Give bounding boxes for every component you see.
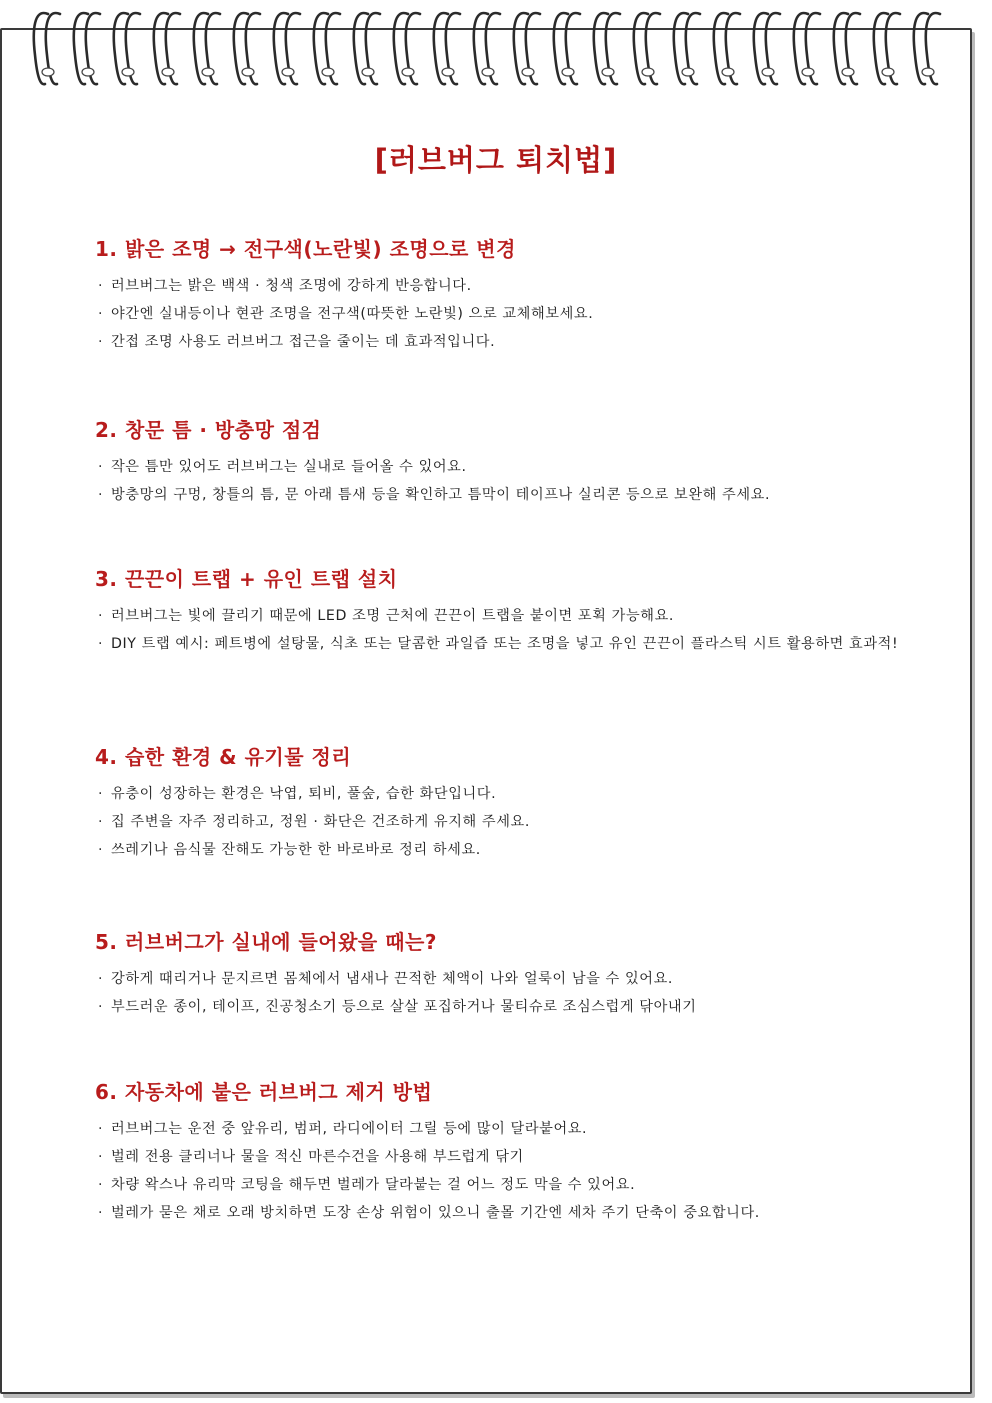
list-item: · 유충이 성장하는 환경은 낙엽, 퇴비, 풀숲, 습한 화단입니다. — [98, 786, 497, 802]
spiral-ring — [674, 13, 700, 84]
spiral-ring — [834, 13, 860, 84]
list-item: · 쓰레기나 음식물 잔해도 가능한 한 바로바로 정리 하세요. — [98, 842, 481, 858]
spiral-ring — [514, 13, 540, 84]
section-heading: 3. 끈끈이 트랩 + 유인 트랩 설치 — [95, 567, 398, 591]
section-traps — [95, 562, 915, 658]
list-item: · 방충망의 구멍, 창틀의 틈, 문 아래 틈새 등을 확인하고 틈막이 테이프나 실리콘 등으로 보완해 주세요. — [98, 487, 771, 503]
section-heading: 4. 습한 환경 & 유기물 정리 — [95, 745, 352, 769]
section-car-removal — [95, 1075, 915, 1227]
spiral-ring — [874, 13, 900, 84]
list-item: · 벌레가 묻은 채로 오래 방치하면 도장 손상 위험이 있으니 출몰 기간엔 세차 주기 단축이 중요합니다. — [98, 1205, 760, 1221]
section-list — [95, 965, 915, 1021]
list-item: · 집 주변을 자주 정리하고, 정원 · 화단은 건조하게 유지해 주세요. — [98, 814, 530, 830]
spiral-binding-icon — [30, 0, 950, 95]
list-item: · 벌레 전용 클리너나 물을 적신 마른수건을 사용해 부드럽게 닦기 — [98, 1149, 524, 1165]
section-list — [95, 780, 915, 864]
spiral-ring — [194, 13, 220, 84]
list-item: · DIY 트랩 예시: 페트병에 설탕물, 식초 또는 달콤한 과일즙 또는 조명을 넣고 유인 끈끈이 플라스틱 시트 활용하면 효과적! — [98, 636, 899, 652]
spiral-ring — [554, 13, 580, 84]
section-list — [95, 453, 915, 509]
spiral-ring — [714, 13, 740, 84]
spiral-ring — [274, 13, 300, 84]
list-item: · 차량 왁스나 유리막 코팅을 해두면 벌레가 달라붙는 걸 어느 정도 막을 수 있어요. — [98, 1177, 636, 1193]
spiral-ring — [634, 13, 660, 84]
section-list — [95, 272, 915, 356]
spiral-ring — [234, 13, 260, 84]
spiral-ring — [754, 13, 780, 84]
list-item: · 간접 조명 사용도 러브버그 접근을 줄이는 데 효과적입니다. — [98, 334, 496, 350]
spiral-ring — [314, 13, 340, 84]
spiral-ring — [114, 13, 140, 84]
spiral-ring — [474, 13, 500, 84]
spiral-ring — [74, 13, 100, 84]
section-list — [95, 1115, 915, 1227]
list-item: · 러브버그는 밝은 백색 · 청색 조명에 강하게 반응합니다. — [98, 278, 472, 294]
list-item: · 야간엔 실내등이나 현관 조명을 전구색(따뜻한 노란빛) 으로 교체해보세요. — [98, 306, 594, 322]
spiral-ring — [154, 13, 180, 84]
spiral-ring — [914, 13, 940, 84]
spiral-ring — [394, 13, 420, 84]
list-item: · 러브버그는 운전 중 앞유리, 범퍼, 라디에이터 그릴 등에 많이 달라붙어요. — [98, 1121, 588, 1137]
spiral-ring — [34, 13, 60, 84]
section-lighting — [95, 232, 915, 356]
section-heading: 2. 창문 틈 · 방충망 점검 — [95, 418, 322, 442]
list-item: · 작은 틈만 있어도 러브버그는 실내로 들어올 수 있어요. — [98, 459, 467, 475]
list-item: · 부드러운 종이, 테이프, 진공청소기 등으로 살살 포집하거나 물티슈로 조심스럽게 닦아내기 — [98, 999, 697, 1015]
section-indoor — [95, 925, 915, 1021]
spiral-ring — [594, 13, 620, 84]
section-humid-environment — [95, 740, 915, 864]
list-item: · 강하게 때리거나 문지르면 몸체에서 냄새나 끈적한 체액이 나와 얼룩이 남을 수 있어요. — [98, 971, 673, 987]
section-heading: 1. 밝은 조명 → 전구색(노란빛) 조명으로 변경 — [95, 237, 516, 261]
section-heading: 5. 러브버그가 실내에 들어왔을 때는? — [95, 930, 437, 954]
spiral-ring — [794, 13, 820, 84]
spiral-ring — [354, 13, 380, 84]
section-heading: 6. 자동차에 붙은 러브버그 제거 방법 — [95, 1080, 433, 1104]
list-item: · 러브버그는 빛에 끌리기 때문에 LED 조명 근처에 끈끈이 트랩을 붙이면 포획 가능해요. — [98, 608, 674, 624]
spiral-ring — [434, 13, 460, 84]
section-window-gaps — [95, 413, 915, 509]
section-list — [95, 602, 915, 658]
page-title: [러브버그 퇴치법] — [374, 143, 618, 177]
